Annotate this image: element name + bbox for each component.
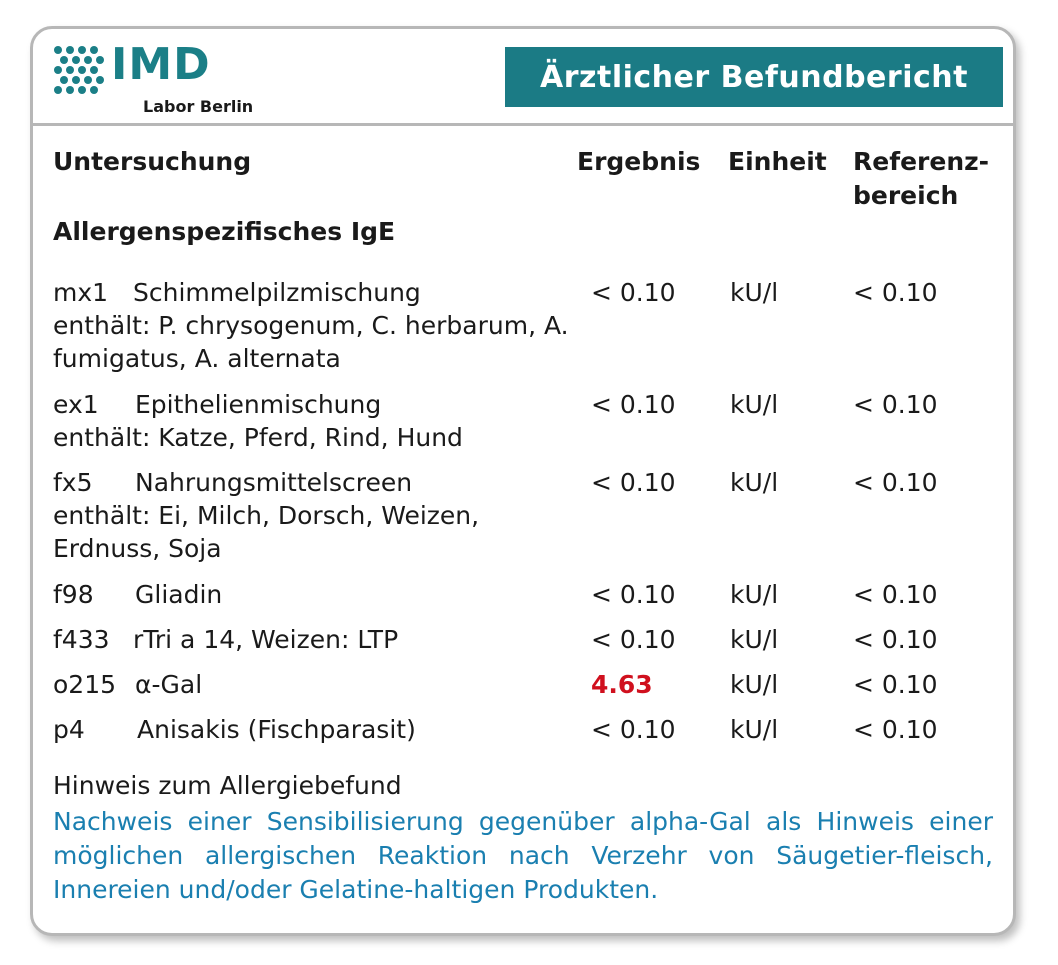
unit-value: kU/l bbox=[730, 715, 779, 744]
allergen-code: ex1 bbox=[53, 390, 99, 419]
result-value: < 0.10 bbox=[591, 715, 676, 744]
allergen-name: Gliadin bbox=[135, 580, 223, 609]
unit-value: kU/l bbox=[730, 390, 779, 419]
header-divider bbox=[33, 123, 1013, 126]
report-title: Ärztlicher Befundbericht bbox=[505, 47, 1003, 107]
allergen-name: α-Gal bbox=[135, 670, 203, 699]
report-card bbox=[30, 26, 1016, 936]
logo-subtitle: Labor Berlin bbox=[143, 97, 254, 116]
allergen-name: Nahrungsmittelscreen bbox=[135, 468, 413, 497]
reference-value: < 0.10 bbox=[853, 580, 938, 609]
column-header-ref-line1: Referenz- bbox=[853, 147, 990, 176]
column-header-result: Ergebnis bbox=[577, 147, 701, 176]
unit-value: kU/l bbox=[730, 278, 779, 307]
result-value: < 0.10 bbox=[591, 278, 676, 307]
allergen-code: fx5 bbox=[53, 468, 93, 497]
result-value: < 0.10 bbox=[591, 390, 676, 419]
reference-value: < 0.10 bbox=[853, 468, 938, 497]
result-value: < 0.10 bbox=[591, 468, 676, 497]
section-title: Allergenspezifisches IgE bbox=[53, 217, 396, 246]
dot-grid-icon bbox=[53, 45, 107, 99]
allergen-contents: enthält: Ei, Milch, Dorsch, Weizen, Erdnuss, Soja bbox=[53, 501, 480, 563]
allergen-name: Anisakis (Fischparasit) bbox=[137, 715, 416, 744]
allergen-code: p4 bbox=[53, 715, 85, 744]
reference-value: < 0.10 bbox=[853, 715, 938, 744]
note-title: Hinweis zum Allergiebefund bbox=[53, 771, 402, 800]
allergen-contents: enthält: Katze, Pferd, Rind, Hund bbox=[53, 423, 463, 452]
reference-value: < 0.10 bbox=[853, 670, 938, 699]
unit-value: kU/l bbox=[730, 580, 779, 609]
result-value-highlighted: 4.63 bbox=[591, 670, 653, 699]
unit-value: kU/l bbox=[730, 670, 779, 699]
unit-value: kU/l bbox=[730, 468, 779, 497]
table-row bbox=[53, 466, 993, 565]
reference-value: < 0.10 bbox=[853, 625, 938, 654]
column-header-ref-line2: bereich bbox=[853, 181, 959, 210]
unit-value: kU/l bbox=[730, 625, 779, 654]
allergen-name: rTri a 14, Weizen: LTP bbox=[133, 625, 399, 654]
column-header-unit: Einheit bbox=[728, 147, 827, 176]
allergen-name: Schimmelpilzmischung bbox=[133, 278, 421, 307]
logo-text: IMD bbox=[111, 39, 211, 90]
allergen-code: o215 bbox=[53, 670, 117, 699]
result-value: < 0.10 bbox=[591, 580, 676, 609]
allergen-code: f433 bbox=[53, 625, 110, 654]
column-header-test: Untersuchung bbox=[53, 147, 252, 176]
allergen-contents: enthält: P. chrysogenum, C. herbarum, A. fumigatus, A. alternata bbox=[53, 311, 569, 373]
imd-logo bbox=[53, 39, 283, 116]
reference-value: < 0.10 bbox=[853, 278, 938, 307]
allergen-code: mx1 bbox=[53, 278, 109, 307]
table-row bbox=[53, 276, 993, 375]
result-value: < 0.10 bbox=[591, 625, 676, 654]
allergen-name: Epithelienmischung bbox=[135, 390, 382, 419]
allergen-code: f98 bbox=[53, 580, 94, 609]
reference-value: < 0.10 bbox=[853, 390, 938, 419]
table-row bbox=[53, 388, 993, 454]
note-text: Nachweis einer Sensibilisierung gegenüber alpha-Gal als Hinweis einer möglichen allergischen Reaktion nach Verzehr von Säugetier-fleisch, Innereien und/oder Gelatine-haltigen Produkten. bbox=[53, 807, 993, 904]
